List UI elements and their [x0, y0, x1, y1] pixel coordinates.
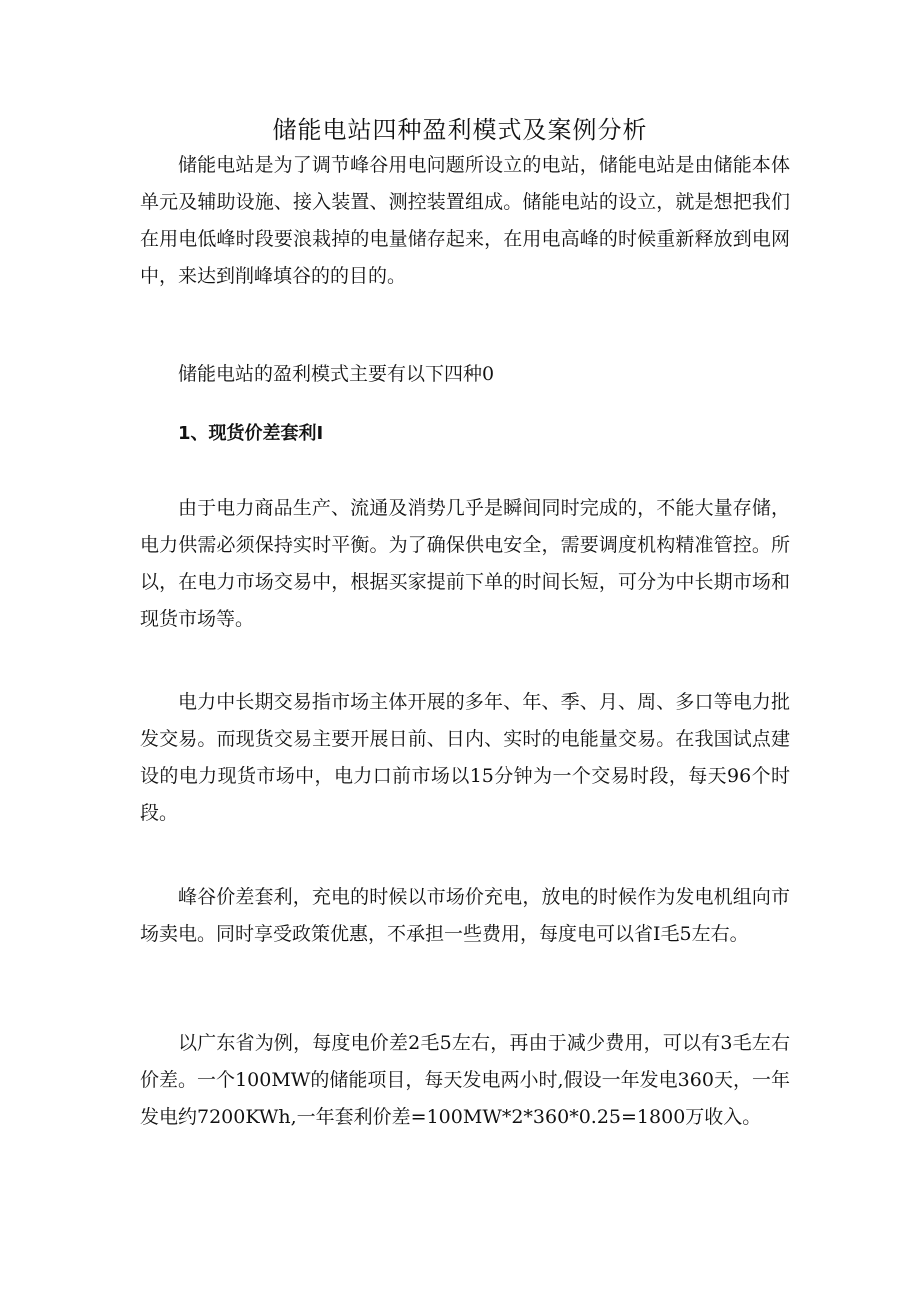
trading-paragraph: 电力中长期交易指市场主体开展的多年、年、季、月、周、多口等电力批发交易。而现货交易主要开展日前、日内、实时的电能量交易。在我国试点建设的电力现货市场中，电力口前市场以15分钟为一个交易时段，每天96个时段。: [140, 691, 790, 824]
document-title: 储能电站四种盈利模式及案例分析: [272, 116, 648, 144]
modes-intro-paragraph: 储能电站的盈利模式主要有以下四种0: [178, 363, 495, 385]
arbitrage-paragraph: 峰谷价差套利，充电的时候以市场价充电，放电的时候作为发电机组向市场卖电。同时享受政策优惠，不承担一些费用，每度电可以省I毛5左右。: [140, 886, 790, 945]
example-paragraph: 以广东省为例，每度电价差2毛5左右，再由于减少费用，可以有3毛左右价差。一个100MW的储能项目，每天发电两小时,假设一年发电360天，一年发电约7200KWh,一年套利价差=100MW*2*360*0.25=1800万收入。: [140, 1032, 790, 1128]
intro-paragraph: 储能电站是为了调节峰谷用电问题所设立的电站，储能电站是由储能本体单元及辅助设施、接入装置、测控装置组成。储能电站的设立，就是想把我们在用电低峰时段要浪栽掉的电量储存起来，在用电高峰的时候重新释放到电网中，来达到削峰填谷的的目的。: [140, 154, 790, 287]
section-heading: 1、现货价差套利I: [178, 423, 324, 444]
market-paragraph: 由于电力商品生产、流通及消势几乎是瞬间同时完成的，不能大量存储，电力供需必须保持实时平衡。为了确保供电安全，需要调度机构精准管控。所以，在电力市场交易中，根据买家提前下单的时间长短，可分为中长期市场和现货市场等。: [140, 497, 790, 630]
